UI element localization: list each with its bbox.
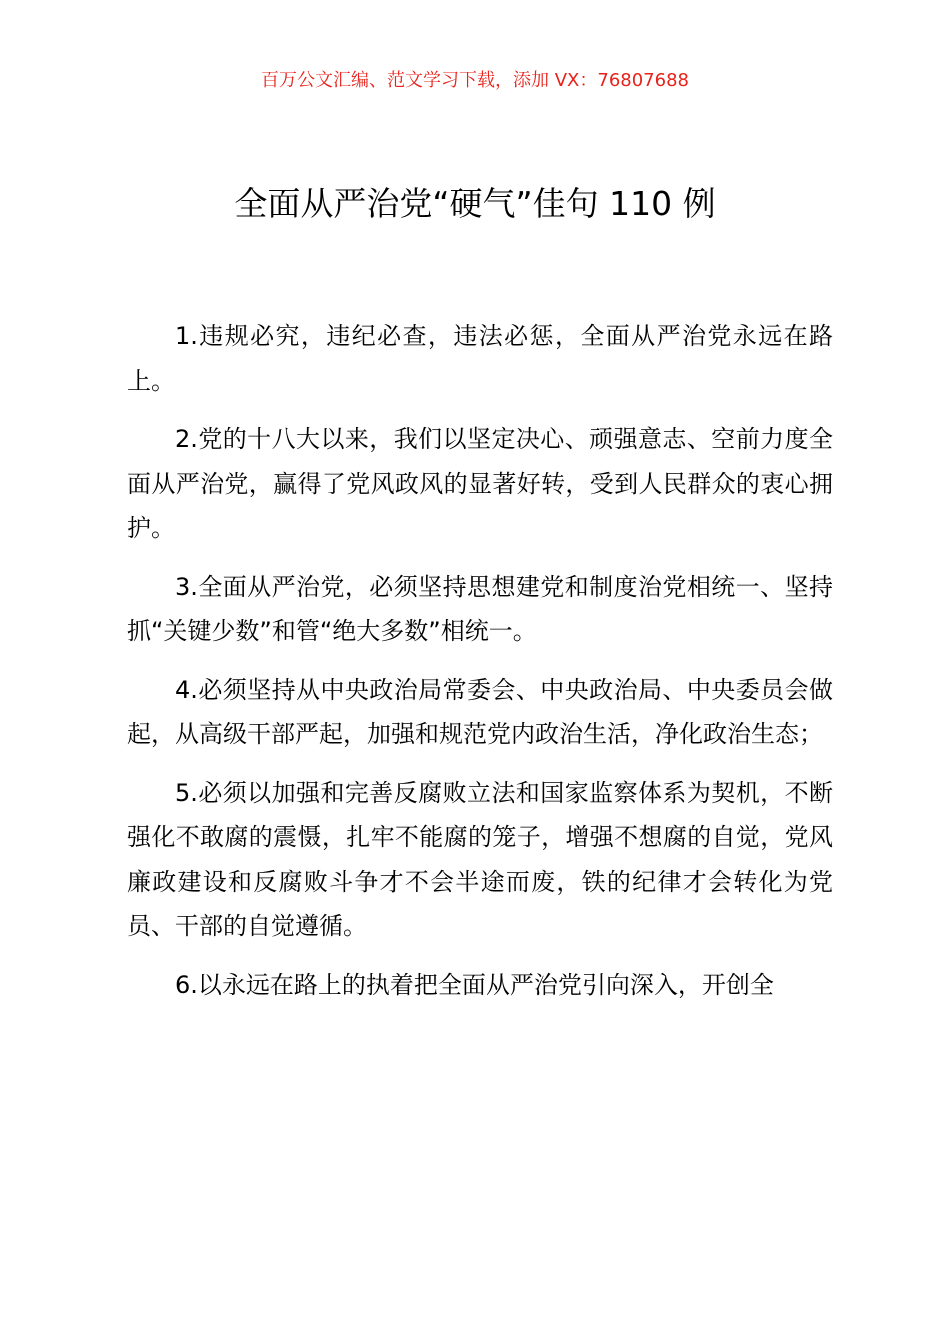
header-watermark-note: 百万公文汇编、范文学习下载，添加 VX：76807688 [261, 70, 689, 91]
paragraph-3: 3.全面从严治党，必须坚持思想建党和制度治党相统一、坚持抓“关键少数”和管“绝大多数”相统一。 [127, 572, 833, 645]
paragraph-4: 4.必须坚持从中央政治局常委会、中央政治局、中央委员会做起，从高级干部严起，加强和规范党内政治生活，净化政治生态； [127, 675, 833, 748]
paragraph-5: 5.必须以加强和完善反腐败立法和国家监察体系为契机，不断强化不敢腐的震慑，扎牢不能腐的笼子，增强不想腐的自觉，党风廉政建设和反腐败斗争才不会半途而废，铁的纪律才会转化为党员、干部的自觉遵循。 [127, 778, 833, 940]
paragraph-6: 6.以永远在路上的执着把全面从严治党引向深入，开创全 [175, 970, 774, 999]
document-title: 全面从严治党“硬气”佳句 110 例 [234, 184, 716, 223]
document-body [127, 314, 833, 1021]
paragraph-2: 2.党的十八大以来，我们以坚定决心、顽强意志、空前力度全面从严治党，赢得了党风政风的显著好转，受到人民群众的衷心拥护。 [127, 425, 833, 542]
paragraph-1: 1.违规必究，违纪必查，违法必惩，全面从严治党永远在路上。 [127, 322, 833, 395]
